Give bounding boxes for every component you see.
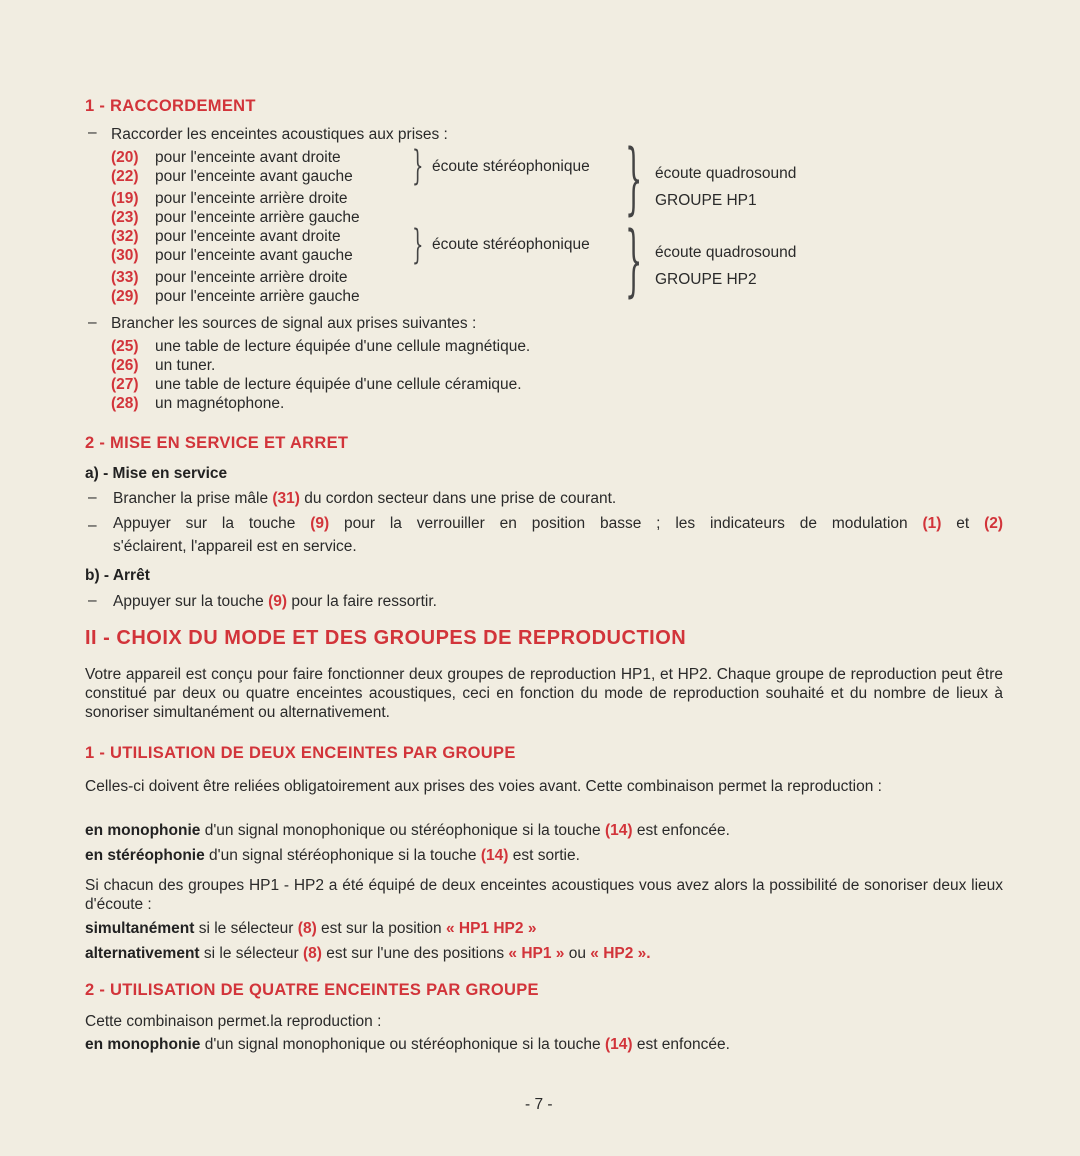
brace-icon: } xyxy=(411,143,424,189)
speaker-item: (23) pour l'enceinte arrière gauche xyxy=(111,209,360,226)
source-item: (26) un tuner. xyxy=(111,357,216,374)
mode-line: simultanément si le sélecteur (8) est sur la position « HP1 HP2 » xyxy=(85,920,537,937)
dash: – xyxy=(88,489,97,506)
source-item: (28) un magnétophone. xyxy=(111,395,285,412)
instruction-line: Appuyer sur la touche (9) pour la faire ressortir. xyxy=(113,593,437,610)
paragraph: Celles-ci doivent être reliées obligatoirement aux prises des voies avant. Cette combinaison permet la reproduction : xyxy=(85,778,882,795)
dash: – xyxy=(88,124,97,141)
brace-icon: } xyxy=(625,216,643,306)
instruction-line: Brancher la prise mâle (31) du cordon secteur dans une prise de courant. xyxy=(113,490,617,507)
paragraph: Cette combinaison permet.la reproduction : xyxy=(85,1013,382,1030)
speaker-item: (22) pour l'enceinte avant gauche xyxy=(111,168,353,185)
speaker-item: (33) pour l'enceinte arrière droite xyxy=(111,269,348,286)
stereo-label: écoute stéréophonique xyxy=(432,158,590,175)
brace-icon: } xyxy=(625,134,643,224)
source-item: (25) une table de lecture équipée d'une cellule magnétique. xyxy=(111,338,531,355)
speaker-item: (30) pour l'enceinte avant gauche xyxy=(111,247,353,264)
mode-line: en stéréophonie d'un signal stéréophonique si la touche (14) est sortie. xyxy=(85,847,580,864)
group-label: GROUPE HP1 xyxy=(655,192,757,209)
speaker-item: (20) pour l'enceinte avant droite xyxy=(111,149,341,166)
section-title-deux-enceintes: 1 - UTILISATION DE DEUX ENCEINTES PAR GROUPE xyxy=(85,744,516,762)
dash: – xyxy=(88,314,97,331)
source-item: (27) une table de lecture équipée d'une cellule céramique. xyxy=(111,376,522,393)
raccorder-intro: Raccorder les enceintes acoustiques aux prises : xyxy=(111,126,448,143)
instruction-line: Appuyer sur la touche (9) pour la verrouiller en position basse ; les indicateurs de modulation (1) et (2) xyxy=(113,515,1004,532)
page-number: - 7 - xyxy=(525,1096,553,1113)
speaker-item: (32) pour l'enceinte avant droite xyxy=(111,228,341,245)
chapter-title: II - CHOIX DU MODE ET DES GROUPES DE REPRODUCTION xyxy=(85,627,687,649)
stereo-label: écoute stéréophonique xyxy=(432,236,590,253)
section-title-raccordement: 1 - RACCORDEMENT xyxy=(85,97,256,115)
section-title-quatre-enceintes: 2 - UTILISATION DE QUATRE ENCEINTES PAR GROUPE xyxy=(85,981,539,999)
quadro-label: écoute quadrosound xyxy=(655,165,797,182)
paragraph: Si chacun des groupes HP1 - HP2 a été équipé de deux enceintes acoustiques vous avez alors la possibilité de sonoriser deux lieux d'écoute : xyxy=(85,877,1003,913)
mode-line: en monophonie d'un signal monophonique ou stéréophonique si la touche (14) est enfoncée. xyxy=(85,1036,730,1053)
instruction-line-continuation: s'éclairent, l'appareil est en service. xyxy=(113,538,357,555)
dash: – xyxy=(88,517,97,534)
chapter-intro: Votre appareil est conçu pour faire fonctionner deux groupes de reproduction HP1, et HP2. Chaque groupe de reproduction peut être constitué par deux ou quatre enceintes acoustiques, ceci en fonction du mode de reproduction souhaité et du nombre de lieux à sonoriser simultanément ou alternativement. xyxy=(85,666,1003,721)
subsection-title: a) - Mise en service xyxy=(85,465,228,482)
dash: – xyxy=(88,592,97,609)
section-title-mise-en-service: 2 - MISE EN SERVICE ET ARRET xyxy=(85,434,349,452)
subsection-title: b) - Arrêt xyxy=(85,567,150,584)
brace-icon: } xyxy=(411,222,424,268)
speaker-item: (19) pour l'enceinte arrière droite xyxy=(111,190,348,207)
mode-line: alternativement si le sélecteur (8) est sur l'une des positions « HP1 » ou « HP2 ». xyxy=(85,945,651,962)
speaker-item: (29) pour l'enceinte arrière gauche xyxy=(111,288,360,305)
mode-line: en monophonie d'un signal monophonique ou stéréophonique si la touche (14) est enfoncée. xyxy=(85,822,730,839)
group-label: GROUPE HP2 xyxy=(655,271,757,288)
sources-intro: Brancher les sources de signal aux prises suivantes : xyxy=(111,315,477,332)
quadro-label: écoute quadrosound xyxy=(655,244,797,261)
